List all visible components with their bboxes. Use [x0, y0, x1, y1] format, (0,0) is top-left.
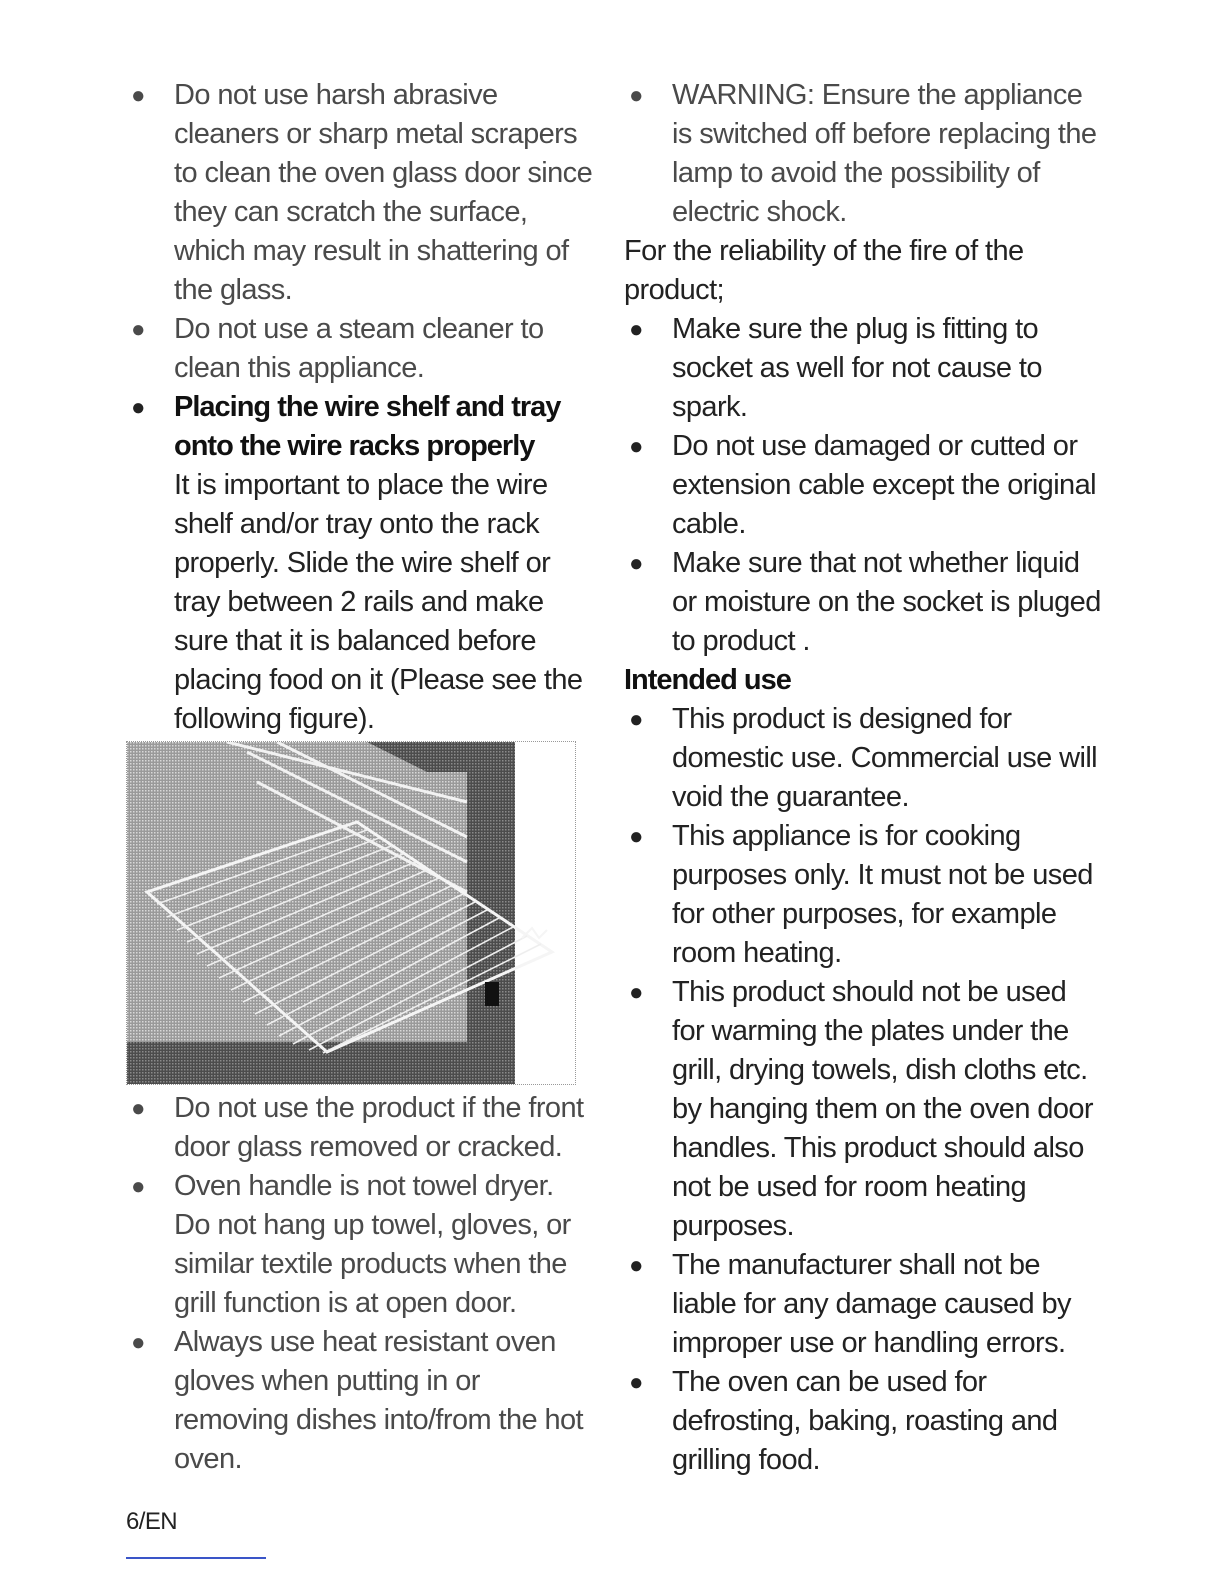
bullet-oven-gloves: ● Always use heat resistant oven gloves when putting in or removing dishes into/from the hot oven.: [126, 1323, 596, 1479]
bullet-steam-cleaner: ● Do not use a steam cleaner to clean this appliance.: [126, 310, 596, 388]
bullet-manufacturer-liability: ● The manufacturer shall not be liable for any damage caused by improper use or handling errors.: [624, 1246, 1104, 1363]
right-column: [624, 76, 1104, 1480]
oven-illustration: [127, 742, 575, 1084]
footer-rule: [126, 1557, 266, 1559]
oven-wire-shelf-figure: [126, 741, 576, 1085]
bullet-front-door-glass: ● Do not use the product if the front door glass removed or cracked.: [126, 1089, 596, 1167]
bullet-warning-lamp: ● WARNING: Ensure the appliance is switched off before replacing the lamp to avoid the possibility of electric shock.: [624, 76, 1104, 232]
bullet-wire-shelf: [126, 388, 596, 739]
bullet-icon: ●: [629, 979, 643, 1006]
bullet-icon: ●: [629, 82, 643, 109]
bullet-icon: ●: [131, 1095, 145, 1122]
bullet-icon: ●: [629, 1252, 643, 1279]
left-column: [126, 76, 596, 1479]
bullet-icon: ●: [131, 394, 145, 421]
reliability-intro: For the reliability of the fire of the product;: [624, 235, 1024, 306]
bullet-icon: ●: [629, 706, 643, 733]
bullet-icon: ●: [131, 1329, 145, 1356]
intended-use-heading: Intended use: [624, 664, 791, 696]
bullet-plug-fitting: ● Make sure the plug is fitting to socket as well for not cause to spark.: [624, 310, 1104, 427]
bullet-icon: ●: [629, 550, 643, 577]
bullet-icon: ●: [131, 1173, 145, 1200]
bullet-icon: ●: [629, 316, 643, 343]
bullet-not-warming-plates: ● This product should not be used for warming the plates under the grill, drying towels, dish cloths etc. by hanging them on the oven door handles. This product should also not be used for room heating purposes.: [624, 973, 1104, 1246]
bullet-abrasive-cleaners: ● Do not use harsh abrasive cleaners or sharp metal scrapers to clean the oven glass door since they can scratch the surface, which may result in shattering of the glass.: [126, 76, 596, 310]
bullet-icon: ●: [131, 82, 145, 109]
page-number: 6/EN: [126, 1508, 177, 1535]
bullet-socket-moisture: ● Make sure that not whether liquid or moisture on the socket is pluged to product .: [624, 544, 1104, 661]
wire-shelf-body: It is important to place the wire shelf and/or tray onto the rack properly. Slide the wire shelf or tray between 2 rails and make sure that it is balanced before placing food on it (Please see the following figure).: [174, 469, 583, 735]
bullet-oven-uses: ● The oven can be used for defrosting, baking, roasting and grilling food.: [624, 1363, 1104, 1480]
bullet-damaged-cable: ● Do not use damaged or cutted or extension cable except the original cable.: [624, 427, 1104, 544]
bullet-icon: ●: [629, 433, 643, 460]
bullet-icon: ●: [629, 823, 643, 850]
bullet-icon: ●: [131, 316, 145, 343]
bullet-domestic-use: ● This product is designed for domestic use. Commercial use will void the guarantee.: [624, 700, 1104, 817]
wire-shelf-title: Placing the wire shelf and tray onto the wire racks properly: [174, 391, 561, 462]
bullet-icon: ●: [629, 1369, 643, 1396]
bullet-oven-handle: ● Oven handle is not towel dryer. Do not hang up towel, gloves, or similar textile products when the grill function is at open door.: [126, 1167, 596, 1323]
bullet-cooking-only: ● This appliance is for cooking purposes only. It must not be used for other purposes, for example room heating.: [624, 817, 1104, 973]
